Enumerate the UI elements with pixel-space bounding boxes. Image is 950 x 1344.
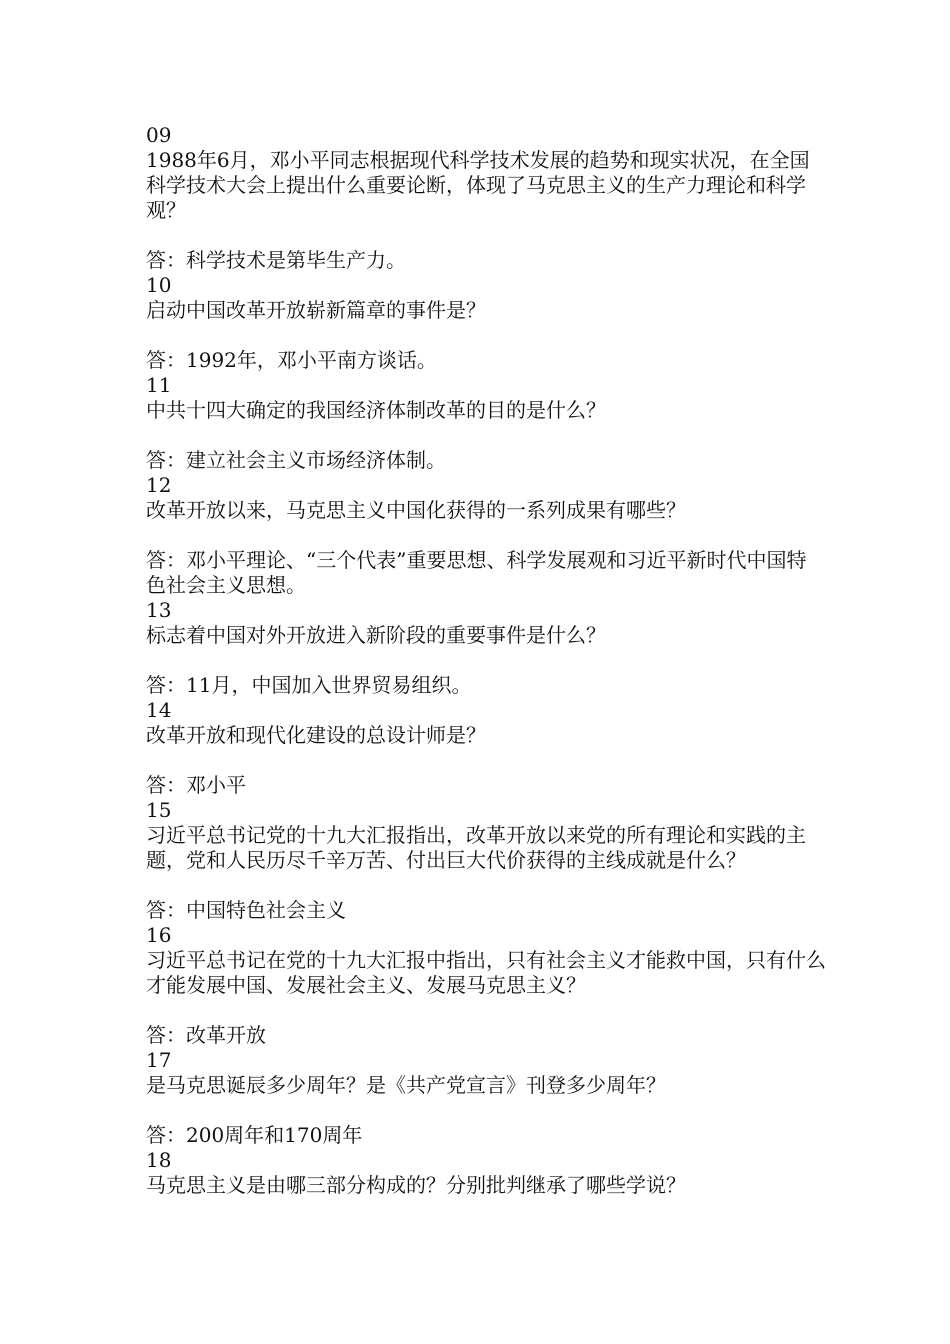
qa-item-15 [146, 798, 826, 923]
answer-text: 答：改革开放 [146, 1023, 266, 1047]
answer-text: 答：1992年，邓小平南方谈话。 [146, 348, 437, 372]
question-number: 13 [146, 598, 172, 622]
question-text: 中共十四大确定的我国经济体制改革的目的是什么？ [146, 398, 606, 422]
document-body [146, 123, 826, 1223]
question-number: 11 [146, 373, 172, 397]
qa-item-18 [146, 1148, 826, 1198]
question-text: 马克思主义是由哪三部分构成的？分别批判继承了哪些学说？ [146, 1173, 686, 1197]
question-text: 改革开放以来，马克思主义中国化获得的一系列成果有哪些？ [146, 498, 686, 522]
question-text: 习近平总书记党的十九大汇报指出，改革开放以来党的所有理论和实践的主题，党和人民历尽千辛万苦、付出巨大代价获得的主线成就是什么？ [146, 823, 806, 872]
answer-text: 答：11月，中国加入世界贸易组织。 [146, 673, 472, 697]
question-number: 17 [146, 1048, 172, 1072]
answer-text: 答：建立社会主义市场经济体制。 [146, 448, 446, 472]
question-text: 习近平总书记在党的十九大汇报中指出，只有社会主义才能救中国，只有什么才能发展中国、发展社会主义、发展马克思主义？ [146, 948, 826, 997]
question-number: 18 [146, 1148, 172, 1172]
qa-item-12 [146, 473, 826, 598]
answer-text: 答：中国特色社会主义 [146, 898, 346, 922]
answer-text: 答：科学技术是第毕生产力。 [146, 248, 406, 272]
question-number: 10 [146, 273, 172, 297]
question-text: 改革开放和现代化建设的总设计师是？ [146, 723, 486, 747]
answer-text: 答：邓小平理论、“三个代表”重要思想、科学发展观和习近平新时代中国特色社会主义思想。 [146, 548, 807, 597]
qa-item-09 [146, 123, 826, 273]
qa-item-17 [146, 1048, 826, 1148]
qa-item-11 [146, 373, 826, 473]
qa-item-16 [146, 923, 826, 1048]
answer-text: 答：200周年和170周年 [146, 1123, 363, 1147]
question-number: 16 [146, 923, 172, 947]
question-number: 14 [146, 698, 172, 722]
qa-item-14 [146, 698, 826, 798]
question-number: 12 [146, 473, 172, 497]
qa-item-13 [146, 598, 826, 698]
question-text: 1988年6月，邓小平同志根据现代科学技术发展的趋势和现实状况，在全国科学技术大会上提出什么重要论断，体现了马克思主义的生产力理论和科学观？ [146, 148, 810, 222]
answer-text: 答：邓小平 [146, 773, 246, 797]
question-number: 09 [146, 123, 172, 147]
question-number: 15 [146, 798, 172, 822]
question-text: 是马克思诞辰多少周年？是《共产党宣言》刊登多少周年？ [146, 1073, 666, 1097]
question-text: 标志着中国对外开放进入新阶段的重要事件是什么？ [146, 623, 606, 647]
qa-item-10 [146, 273, 826, 373]
question-text: 启动中国改革开放崭新篇章的事件是？ [146, 298, 486, 322]
